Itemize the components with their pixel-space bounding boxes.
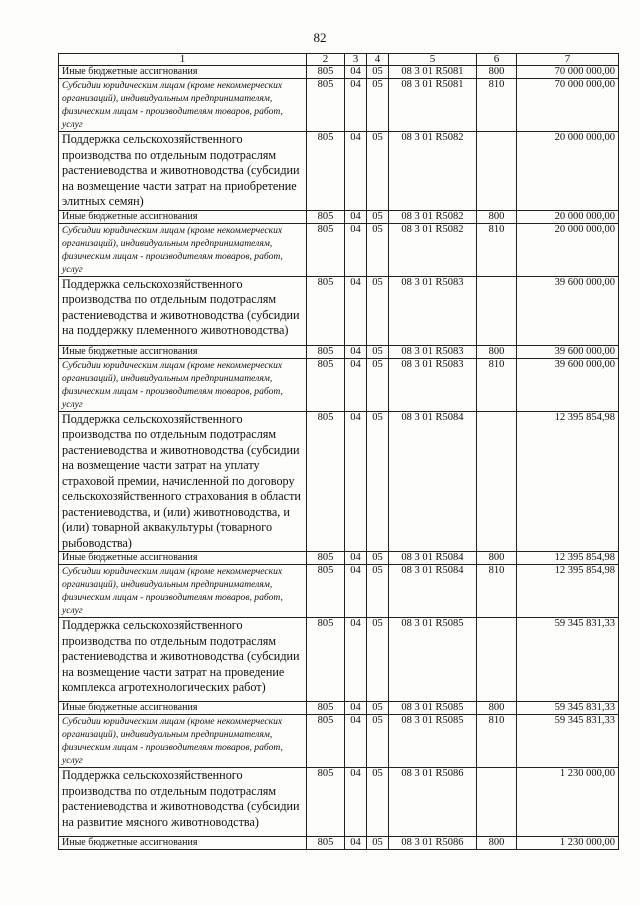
table-row [59, 411, 619, 552]
table-row [59, 552, 619, 565]
cell-subsection-code: 05 [367, 132, 389, 211]
cell-section-code: 04 [345, 618, 367, 702]
cell-section-code: 04 [345, 132, 367, 211]
cell-expense-type: 800 [477, 66, 517, 79]
cell-ministry-code: 805 [307, 768, 345, 837]
row-label-category: Иные бюджетные ассигнования [59, 345, 307, 358]
cell-ministry-code: 805 [307, 715, 345, 768]
header-col-6: 6 [477, 54, 517, 66]
cell-section-code: 04 [345, 715, 367, 768]
cell-ministry-code: 805 [307, 66, 345, 79]
table-row [59, 210, 619, 223]
cell-target-article: 08 3 01 R5085 [389, 618, 477, 702]
cell-ministry-code: 805 [307, 618, 345, 702]
cell-section-code: 04 [345, 565, 367, 618]
cell-expense-type: 810 [477, 715, 517, 768]
cell-expense-type: 810 [477, 79, 517, 132]
table-row [59, 702, 619, 715]
cell-expense-type [477, 411, 517, 552]
cell-section-code: 04 [345, 768, 367, 837]
cell-target-article: 08 3 01 R5085 [389, 715, 477, 768]
cell-amount: 12 395 854,98 [517, 552, 619, 565]
row-label-program: Поддержка сельскохозяйственного производства по отдельным подотраслям растениеводства и животноводства (субсидии на возмещение части затрат на проведение комплекса агротехнологических работ) [59, 618, 307, 702]
cell-expense-type: 800 [477, 345, 517, 358]
header-col-1: 1 [59, 54, 307, 66]
cell-section-code: 04 [345, 837, 367, 850]
cell-target-article: 08 3 01 R5086 [389, 768, 477, 837]
cell-ministry-code: 805 [307, 79, 345, 132]
cell-amount: 59 345 831,33 [517, 618, 619, 702]
row-label-program: Поддержка сельскохозяйственного производства по отдельным подотраслям растениеводства и животноводства (субсидии на развитие мясного животноводства) [59, 768, 307, 837]
cell-section-code: 04 [345, 210, 367, 223]
cell-target-article: 08 3 01 R5081 [389, 66, 477, 79]
cell-target-article: 08 3 01 R5082 [389, 223, 477, 276]
cell-target-article: 08 3 01 R5083 [389, 276, 477, 345]
cell-expense-type [477, 618, 517, 702]
cell-expense-type [477, 132, 517, 211]
cell-section-code: 04 [345, 345, 367, 358]
cell-subsection-code: 05 [367, 768, 389, 837]
cell-amount: 59 345 831,33 [517, 702, 619, 715]
cell-ministry-code: 805 [307, 210, 345, 223]
cell-target-article: 08 3 01 R5084 [389, 552, 477, 565]
cell-target-article: 08 3 01 R5084 [389, 411, 477, 552]
page-number: 82 [313, 30, 327, 45]
cell-amount: 12 395 854,98 [517, 565, 619, 618]
budget-table [58, 53, 619, 850]
cell-ministry-code: 805 [307, 702, 345, 715]
cell-section-code: 04 [345, 276, 367, 345]
row-label-program: Поддержка сельскохозяйственного производства по отдельным подотраслям растениеводства и животноводства (субсидии на возмещение части затрат на уплату страховой премии, начисленной по договору сельскохозяйственного страхования в области растениеводства, и (или) животноводства, и (или) товарной аквакультуры (товарного рыбоводства) [59, 411, 307, 552]
cell-expense-type: 800 [477, 837, 517, 850]
cell-target-article: 08 3 01 R5084 [389, 565, 477, 618]
table-row [59, 565, 619, 618]
cell-section-code: 04 [345, 66, 367, 79]
table-row [59, 715, 619, 768]
cell-expense-type: 810 [477, 565, 517, 618]
cell-amount: 20 000 000,00 [517, 132, 619, 211]
cell-target-article: 08 3 01 R5082 [389, 210, 477, 223]
table-row [59, 768, 619, 837]
cell-subsection-code: 05 [367, 552, 389, 565]
cell-ministry-code: 805 [307, 276, 345, 345]
cell-ministry-code: 805 [307, 132, 345, 211]
table-row [59, 276, 619, 345]
cell-section-code: 04 [345, 79, 367, 132]
cell-amount: 39 600 000,00 [517, 345, 619, 358]
row-label-subsidy: Субсидии юридическим лицам (кроме некоммерческих организаций), индивидуальным предпринимателям, физическим лицам - производителям товаров, работ, услуг [59, 715, 307, 768]
row-label-subsidy: Субсидии юридическим лицам (кроме некоммерческих организаций), индивидуальным предпринимателям, физическим лицам - производителям товаров, работ, услуг [59, 223, 307, 276]
cell-expense-type: 810 [477, 223, 517, 276]
cell-subsection-code: 05 [367, 66, 389, 79]
cell-section-code: 04 [345, 223, 367, 276]
row-label-category: Иные бюджетные ассигнования [59, 210, 307, 223]
cell-subsection-code: 05 [367, 276, 389, 345]
table-row [59, 223, 619, 276]
row-label-category: Иные бюджетные ассигнования [59, 837, 307, 850]
cell-ministry-code: 805 [307, 223, 345, 276]
table-row [59, 837, 619, 850]
row-label-program: Поддержка сельскохозяйственного производства по отдельным подотраслям растениеводства и животноводства (субсидии на поддержку племенного животноводства) [59, 276, 307, 345]
cell-subsection-code: 05 [367, 618, 389, 702]
table-row [59, 79, 619, 132]
header-col-7: 7 [517, 54, 619, 66]
cell-amount: 1 230 000,00 [517, 768, 619, 837]
row-label-subsidy: Субсидии юридическим лицам (кроме некоммерческих организаций), индивидуальным предпринимателям, физическим лицам - производителям товаров, работ, услуг [59, 79, 307, 132]
cell-amount: 59 345 831,33 [517, 715, 619, 768]
cell-subsection-code: 05 [367, 79, 389, 132]
row-label-subsidy: Субсидии юридическим лицам (кроме некоммерческих организаций), индивидуальным предпринимателям, физическим лицам - производителям товаров, работ, услуг [59, 358, 307, 411]
table-header-row [59, 54, 619, 66]
cell-amount: 70 000 000,00 [517, 66, 619, 79]
cell-subsection-code: 05 [367, 358, 389, 411]
cell-ministry-code: 805 [307, 552, 345, 565]
cell-expense-type [477, 276, 517, 345]
row-label-subsidy: Субсидии юридическим лицам (кроме некоммерческих организаций), индивидуальным предпринимателям, физическим лицам - производителям товаров, работ, услуг [59, 565, 307, 618]
cell-amount: 70 000 000,00 [517, 79, 619, 132]
table-row [59, 132, 619, 211]
cell-expense-type: 800 [477, 552, 517, 565]
cell-amount: 39 600 000,00 [517, 358, 619, 411]
cell-amount: 1 230 000,00 [517, 837, 619, 850]
header-col-4: 4 [367, 54, 389, 66]
cell-target-article: 08 3 01 R5083 [389, 358, 477, 411]
cell-subsection-code: 05 [367, 345, 389, 358]
cell-section-code: 04 [345, 702, 367, 715]
row-label-program: Поддержка сельскохозяйственного производства по отдельным подотраслям растениеводства и животноводства (субсидии на возмещение части затрат на приобретение элитных семян) [59, 132, 307, 211]
table-body [59, 66, 619, 850]
cell-amount: 12 395 854,98 [517, 411, 619, 552]
cell-subsection-code: 05 [367, 837, 389, 850]
cell-ministry-code: 805 [307, 411, 345, 552]
cell-subsection-code: 05 [367, 702, 389, 715]
header-col-5: 5 [389, 54, 477, 66]
cell-ministry-code: 805 [307, 565, 345, 618]
header-col-2: 2 [307, 54, 345, 66]
row-label-category: Иные бюджетные ассигнования [59, 702, 307, 715]
cell-subsection-code: 05 [367, 210, 389, 223]
cell-expense-type: 810 [477, 358, 517, 411]
cell-subsection-code: 05 [367, 715, 389, 768]
cell-subsection-code: 05 [367, 565, 389, 618]
cell-target-article: 08 3 01 R5086 [389, 837, 477, 850]
cell-subsection-code: 05 [367, 411, 389, 552]
cell-target-article: 08 3 01 R5081 [389, 79, 477, 132]
cell-section-code: 04 [345, 552, 367, 565]
cell-ministry-code: 805 [307, 345, 345, 358]
cell-amount: 20 000 000,00 [517, 223, 619, 276]
cell-section-code: 04 [345, 358, 367, 411]
cell-section-code: 04 [345, 411, 367, 552]
cell-amount: 39 600 000,00 [517, 276, 619, 345]
table-row [59, 618, 619, 702]
cell-ministry-code: 805 [307, 837, 345, 850]
table-row [59, 358, 619, 411]
cell-expense-type [477, 768, 517, 837]
cell-subsection-code: 05 [367, 223, 389, 276]
cell-expense-type: 800 [477, 702, 517, 715]
row-label-category: Иные бюджетные ассигнования [59, 552, 307, 565]
cell-ministry-code: 805 [307, 358, 345, 411]
cell-target-article: 08 3 01 R5083 [389, 345, 477, 358]
header-col-3: 3 [345, 54, 367, 66]
cell-target-article: 08 3 01 R5082 [389, 132, 477, 211]
row-label-category: Иные бюджетные ассигнования [59, 66, 307, 79]
table-row [59, 66, 619, 79]
cell-target-article: 08 3 01 R5085 [389, 702, 477, 715]
table-row [59, 345, 619, 358]
cell-amount: 20 000 000,00 [517, 210, 619, 223]
cell-expense-type: 800 [477, 210, 517, 223]
